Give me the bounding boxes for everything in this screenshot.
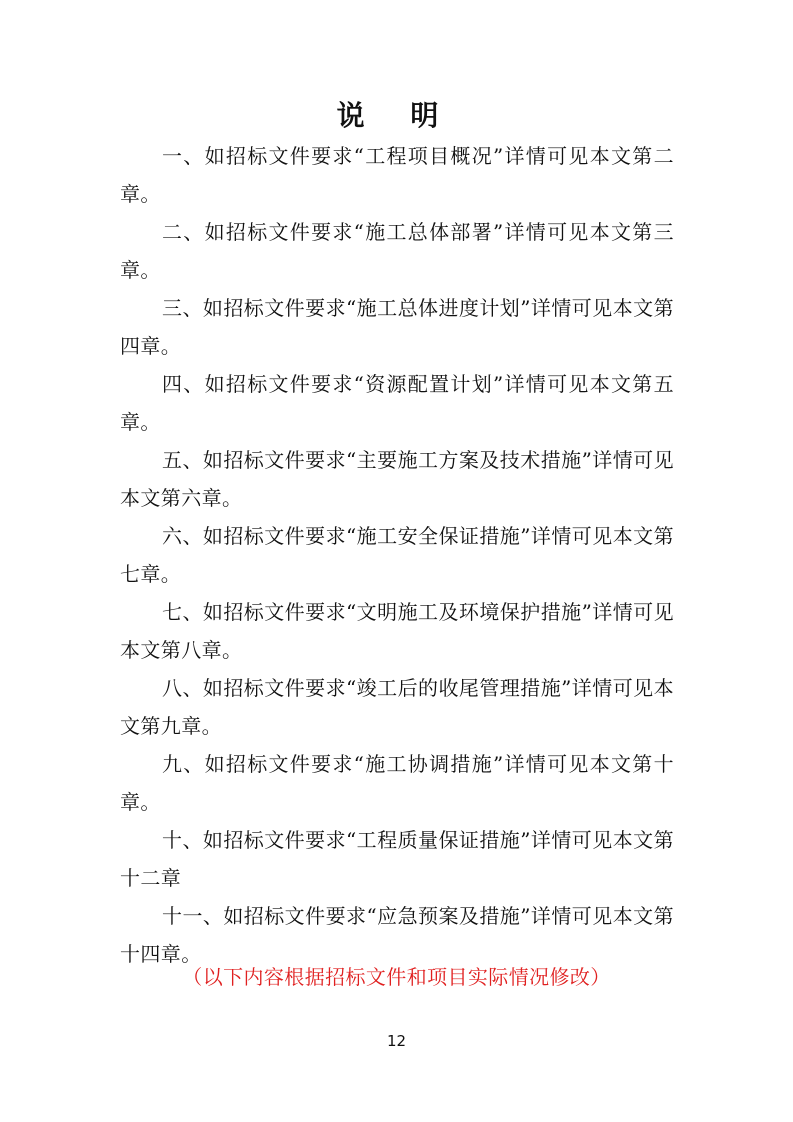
paragraph-item: 三、如招标文件要求“施工总体进度计划”详情可见本文第四章。 bbox=[120, 296, 674, 358]
paragraph-item: 二、如招标文件要求“施工总体部署”详情可见本文第三章。 bbox=[120, 220, 674, 282]
paragraph-item: 九、如招标文件要求“施工协调措施”详情可见本文第十章。 bbox=[120, 752, 674, 814]
page-number: 12 bbox=[386, 1032, 407, 1050]
paragraph-item: 十、如招标文件要求“工程质量保证措施”详情可见本文第十二章 bbox=[120, 828, 674, 890]
paragraph-item: 四、如招标文件要求“资源配置计划”详情可见本文第五章。 bbox=[120, 372, 674, 434]
paragraph-item: 八、如招标文件要求“竣工后的收尾管理措施”详情可见本文第九章。 bbox=[120, 676, 674, 738]
paragraph-item: 十一、如招标文件要求“应急预案及措施”详情可见本文第十四章。 bbox=[120, 904, 674, 966]
paragraph-item: 七、如招标文件要求“文明施工及环境保护措施”详情可见本文第八章。 bbox=[120, 600, 674, 662]
paragraph-item: 一、如招标文件要求“工程项目概况”详情可见本文第二章。 bbox=[120, 144, 674, 206]
modification-note: （以下内容根据招标文件和项目实际情况修改） bbox=[182, 965, 611, 989]
paragraph-item: 五、如招标文件要求“主要施工方案及技术措施”详情可见本文第六章。 bbox=[120, 448, 674, 510]
paragraph-item: 六、如招标文件要求“施工安全保证措施”详情可见本文第七章。 bbox=[120, 524, 674, 586]
content-body bbox=[120, 137, 674, 973]
page-title: 说 明 bbox=[336, 99, 457, 132]
